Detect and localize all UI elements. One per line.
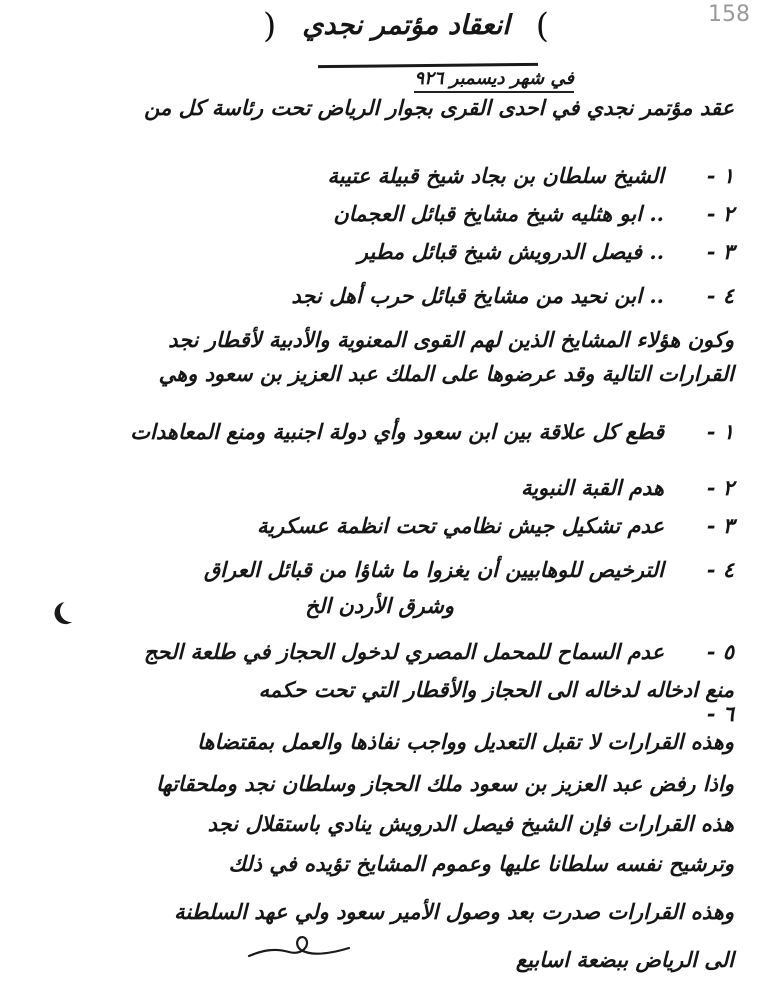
- attendee-item: [333, 200, 734, 228]
- paragraph-line: وترشيح نفسه سلطانا عليها وعموم المشايخ تؤيده في ذلك: [228, 851, 734, 876]
- resolution-text: الترخيص للوهابيين أن يغزوا ما شاؤا من قبائل العراق: [203, 557, 664, 582]
- resolution-number: ٥ -: [706, 639, 734, 664]
- attendee-number: ٤ -: [706, 283, 734, 308]
- resolution-number: ٤ -: [706, 557, 734, 582]
- resolution-text: قطع كل علاقة بين ابن سعود وأي دولة اجنبية ومنع المعاهدات: [130, 419, 664, 444]
- resolution-number: ٦ -: [706, 701, 734, 726]
- paragraph-line: وهذه القرارات صدرت بعد وصول الأمير سعود ولي عهد السلطنة: [174, 899, 734, 924]
- attendee-item: [358, 238, 734, 266]
- crescent-mark: [58, 598, 83, 623]
- resolution-number: ٢ -: [706, 475, 734, 500]
- resolution-item: [521, 474, 734, 502]
- title-paren-right: ): [263, 6, 277, 46]
- attendee-number: ١ -: [706, 163, 734, 188]
- attendee-text: .. ابو هثليه شيخ مشايخ قبائل العجمان: [333, 201, 664, 226]
- attendee-item: [327, 162, 734, 190]
- intro-line: عقد مؤتمر نجدي في احدى القرى بجوار الرياض تحت رئاسة كل من: [144, 95, 734, 120]
- paragraph-line: هذه القرارات فإن الشيخ فيصل الدرويش ينادي باستقلال نجد: [207, 811, 734, 836]
- title-block: [220, 6, 592, 46]
- title-paren-left: (: [535, 6, 549, 46]
- resolution-item: [144, 638, 734, 666]
- signature-flourish: [245, 930, 355, 970]
- paragraph-line: واذا رفض عبد العزيز بن سعود ملك الحجاز وسلطان نجد وملحقاتها: [156, 771, 734, 796]
- attendee-item: [291, 282, 734, 310]
- document-title: انعقاد مؤتمر نجدي: [302, 10, 510, 41]
- resolution-item: [204, 556, 734, 584]
- paragraph-line: وهذه القرارات لا تقبل التعديل وواجب نفاذها والعمل بمقتضاها: [197, 729, 734, 754]
- resolution-continuation: وشرق الأردن الخ: [305, 593, 454, 618]
- resolution-number: ٣ -: [706, 513, 734, 538]
- resolution-text: عدم تشكيل جيش نظامي تحت انظمة عسكرية: [256, 513, 664, 538]
- attendee-number: ٢ -: [706, 201, 734, 226]
- paragraph-line: وكون هؤلاء المشايخ الذين لهم القوى المعنوية والأدبية لأقطار نجد: [168, 327, 734, 352]
- resolution-item: [257, 512, 734, 540]
- resolution-item: [130, 418, 734, 446]
- resolution-item: [664, 700, 734, 728]
- page-number: 158: [708, 2, 750, 27]
- paragraph-line: القرارات التالية وقد عرضوها على الملك عبد العزيز بن سعود وهي: [158, 361, 734, 386]
- document-date: في شهر ديسمبر ٩٢٦: [414, 68, 574, 93]
- attendee-number: ٣ -: [706, 239, 734, 264]
- paragraph-line: الى الرياض ببضعة اسابيع: [515, 947, 734, 972]
- attendee-text: .. فيصل الدرويش شيخ قبائل مطير: [357, 239, 664, 264]
- resolution-text: عدم السماح للمحمل المصري لدخول الحجاز في طلعة الحج: [143, 639, 664, 664]
- resolution-continuation: منع ادخاله لدخاله الى الحجاز والأقطار التي تحت حكمه: [258, 677, 734, 702]
- attendee-text: .. ابن نحيد من مشايخ قبائل حرب أهل نجد: [291, 283, 664, 308]
- resolution-text: هدم القبة النبوية: [520, 475, 664, 500]
- attendee-text: الشيخ سلطان بن بجاد شيخ قبيلة عتيبة: [327, 163, 664, 188]
- resolution-number: ١ -: [706, 419, 734, 444]
